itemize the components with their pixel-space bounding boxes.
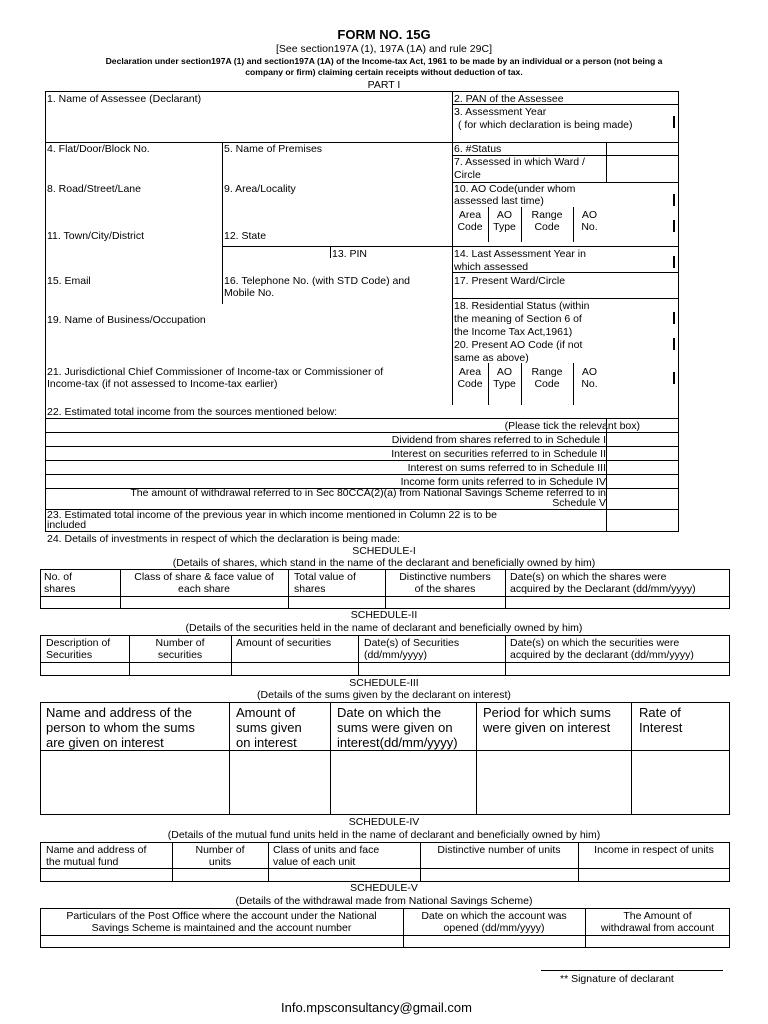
field-10-note: assessed last time)	[454, 195, 544, 207]
schedule-5-col-date: Date on which the account was opened (dd/mm/yyyy)	[421, 910, 567, 934]
field-18-label-2: the meaning of Section 6 of	[454, 313, 582, 325]
schedule-4-col-name: Name and address of the mutual fund	[46, 844, 147, 868]
schedule-2-col-number: Number of securities	[155, 637, 205, 661]
schedule-4-col-income: Income in respect of units	[594, 844, 714, 856]
part-label: PART I	[367, 79, 401, 91]
present-ao-no-header: AO No.	[581, 366, 598, 390]
schedule-3-col-name: Name and address of the person to whom the sums are given on interest	[46, 705, 195, 750]
field-21-label: 21. Jurisdictional Chief Commissioner of Income-tax or Commissioner of	[47, 366, 384, 378]
ao-no-header: AO No.	[581, 209, 598, 233]
schedule-4-title: SCHEDULE-IV	[348, 816, 420, 828]
field-18-label: 18. Residential Status (within	[454, 300, 590, 312]
schedule-2-col-description: Description of Securities	[46, 637, 111, 661]
field-16-label: 16. Telephone No. (with STD Code) and	[224, 275, 410, 287]
field-7-label-2: Circle	[454, 169, 481, 181]
income-row-securities: Interest on securities referred to in Schedule II	[391, 448, 606, 460]
present-ao-range-code-header: Range Code	[531, 366, 563, 390]
income-row-dividend: Dividend from shares referred to in Schedule I	[391, 434, 606, 446]
schedule-1-col-date: Date(s) on which the shares were acquired by the Declarant (dd/mm/yyyy)	[510, 571, 696, 595]
form-see-section: [See section197A (1), 197A (1A) and rule 29C]	[276, 43, 492, 55]
schedule-4-subtitle: (Details of the mutual fund units held in the name of declarant and beneficially owned by him)	[167, 829, 601, 841]
schedule-3-col-rate: Rate of Interest	[639, 705, 683, 735]
field-7-label: 7. Assessed in which Ward /	[454, 156, 585, 168]
schedule-3-col-period: Period for which sums were given on interest	[483, 705, 611, 735]
ao-area-code-header: Area Code	[457, 209, 483, 233]
field-9-label: 9. Area/Locality	[224, 183, 296, 195]
schedule-3-col-amount: Amount of sums given on interest	[236, 705, 302, 750]
field-17-label: 17. Present Ward/Circle	[454, 275, 566, 287]
schedule-1-col-total-value: Total value of shares	[294, 571, 356, 595]
field-16-label-2: Mobile No.	[224, 287, 275, 299]
schedule-2-col-acquired: Date(s) on which the securities were acquired by the declarant (dd/mm/yyyy)	[510, 637, 694, 661]
schedule-3-title: SCHEDULE-III	[349, 677, 419, 689]
contact-email[interactable]: Info.mpsconsultancy@gmail.com	[281, 1000, 472, 1015]
schedule-4-col-distinctive: Distinctive number of units	[437, 844, 561, 856]
field-1-label: 1. Name of Assessee (Declarant)	[47, 93, 202, 105]
field-14-label-2: which assessed	[454, 261, 529, 273]
field-2-label: 2. PAN of the Assessee	[454, 93, 564, 105]
field-13-label: 13. PIN	[332, 248, 368, 260]
field-5-label: 5. Name of Premises	[224, 143, 323, 155]
schedule-2-title: SCHEDULE-II	[350, 609, 418, 621]
field-14-label: 14. Last Assessment Year in	[454, 248, 586, 260]
field-21-label-2: Income-tax (if not assessed to Income-tax earlier)	[47, 378, 278, 390]
schedule-1-col-distinctive: Distinctive numbers of the shares	[399, 571, 491, 595]
field-4-label: 4. Flat/Door/Block No.	[47, 143, 150, 155]
form-title: FORM NO. 15G	[337, 27, 431, 42]
field-22-label: 22. Estimated total income from the sources mentioned below:	[47, 406, 338, 418]
field-6-label: 6. #Status	[454, 143, 502, 155]
income-row-withdrawal-2: Schedule V	[552, 497, 606, 509]
present-ao-type-header: AO Type	[493, 366, 516, 390]
income-row-sums: Interest on sums referred to in Schedule III	[407, 462, 606, 474]
schedule-2-subtitle: (Details of the securities held in the name of declarant and beneficially owned by him)	[185, 622, 583, 634]
schedule-3-col-date: Date on which the sums were given on interest(dd/mm/yyyy)	[337, 705, 458, 750]
schedule-5-col-amount: The Amount of withdrawal from account	[600, 910, 715, 934]
schedule-1-col-shares: No. of shares	[44, 571, 76, 595]
field-8-label: 8. Road/Street/Lane	[47, 183, 141, 195]
ao-type-header: AO Type	[493, 209, 516, 233]
field-3-label: 3. Assessment Year	[454, 106, 547, 118]
field-15-label: 15. Email	[47, 275, 91, 287]
present-ao-area-code-header: Area Code	[457, 366, 483, 390]
field-24-label: 24. Details of investments in respect of which the declaration is being made:	[47, 533, 401, 545]
schedule-1-subtitle: (Details of shares, which stand in the name of the declarant and beneficially owned by him)	[172, 557, 596, 569]
schedule-3-subtitle: (Details of the sums given by the declarant on interest)	[257, 689, 511, 701]
income-row-units: Income form units referred to in Schedule IV	[400, 476, 606, 488]
field-20-label: 20. Present AO Code (if not	[454, 339, 583, 351]
schedule-5-col-particulars: Particulars of the Post Office where the account under the National Savings Scheme is maintained and the account number	[66, 910, 377, 934]
income-row-withdrawal: The amount of withdrawal referred to in Sec 80CCA(2)(a) from National Savings Scheme referred to in	[130, 487, 606, 499]
schedule-5-subtitle: (Details of the withdrawal made from National Savings Scheme)	[235, 895, 533, 907]
field-23-label-2: included	[47, 519, 87, 531]
schedule-5-title: SCHEDULE-V	[350, 882, 418, 894]
field-12-label: 12. State	[224, 230, 267, 242]
schedule-4-col-class: Class of units and face value of each unit	[273, 844, 380, 868]
field-10-label: 10. AO Code(under whom	[454, 183, 576, 195]
field-3-note: ( for which declaration is being made)	[458, 119, 633, 131]
ao-range-code-header: Range Code	[531, 209, 563, 233]
declaration-line-1: Declaration under section197A (1) and section197A (1A) of the Income-tax Act, 1961 to be made by an individual or a person (not being a	[105, 56, 663, 66]
signature-line	[541, 970, 723, 971]
schedule-1-col-class: Class of share & face value of each share	[134, 571, 274, 595]
signature-label: ** Signature of declarant	[560, 973, 674, 985]
field-18-label-3: the Income Tax Act,1961)	[454, 326, 573, 338]
field-11-label: 11. Town/City/District	[47, 230, 145, 242]
tick-box-note: (Please tick the relevant box)	[504, 420, 640, 432]
declaration-line-2: company or firm) claiming certain receipts without deduction of tax.	[245, 67, 523, 77]
schedule-4-col-units: Number of units	[195, 844, 245, 868]
schedule-2-col-amount: Amount of securities	[236, 637, 332, 649]
field-19-label: 19. Name of Business/Occupation	[47, 314, 206, 326]
field-20-label-2: same as above)	[454, 352, 529, 364]
field-23-label: 23. Estimated total income of the previous year in which income mentioned in Column 22 is to be	[47, 509, 497, 521]
schedule-2-col-date: Date(s) of Securities (dd/mm/yyyy)	[364, 637, 460, 661]
schedule-1-title: SCHEDULE-I	[352, 545, 416, 557]
